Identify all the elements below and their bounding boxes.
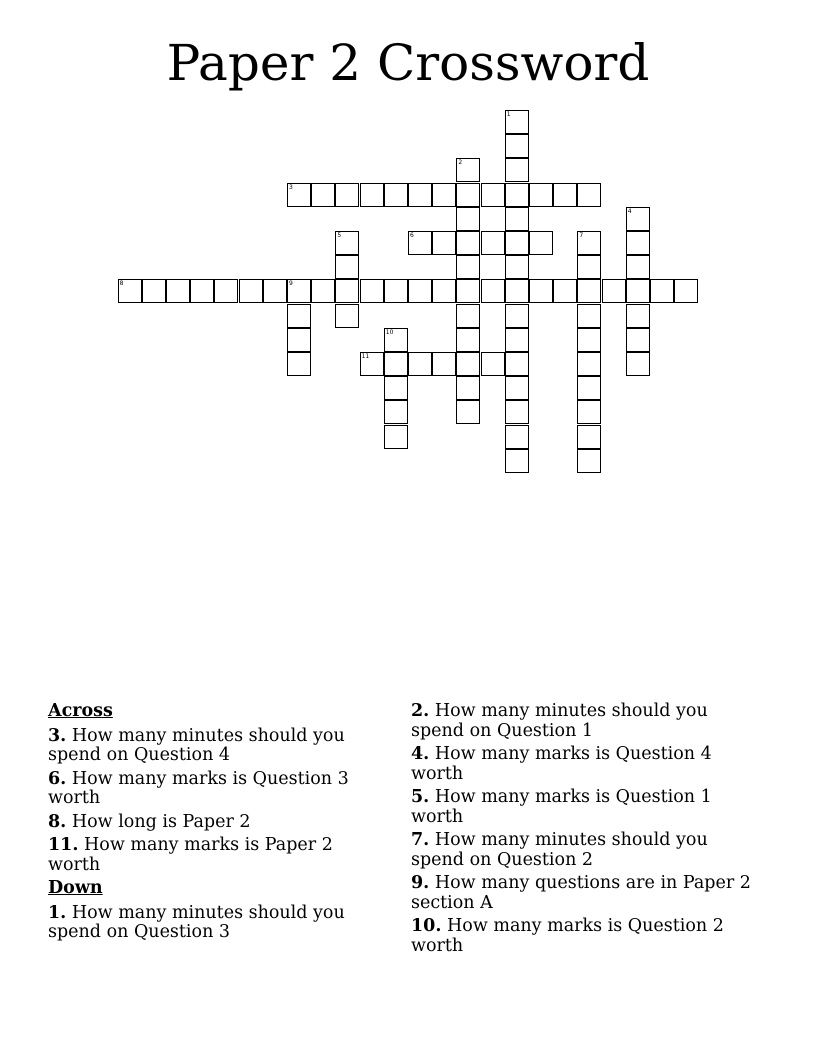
grid-cell[interactable] [577,425,601,449]
clue-number: 7. [411,830,430,850]
grid-cell[interactable] [432,352,456,376]
clue-text: How many minutes should you spend on Question 4 [48,725,345,765]
grid-cell[interactable] [335,255,359,279]
clue-number: 1. [48,902,67,923]
grid-cell[interactable] [505,255,529,279]
grid-cell[interactable] [553,183,577,207]
grid-cell[interactable] [577,449,601,473]
grid-cell[interactable] [456,158,480,182]
grid-cell[interactable] [311,183,335,207]
grid-cell[interactable] [553,279,577,303]
grid-cell[interactable] [456,183,480,207]
clue-number: 4. [411,744,430,764]
clue-number-label: 11 [361,353,370,360]
grid-cell[interactable] [384,376,408,400]
grid-cell[interactable] [505,425,529,449]
grid-cell[interactable] [577,255,601,279]
grid-cell[interactable] [577,304,601,328]
grid-cell[interactable] [456,304,480,328]
grid-cell[interactable] [505,183,529,207]
clue-number: 10. [411,916,442,936]
clue-text: How many marks is Paper 2 worth [48,835,333,875]
grid-cell[interactable] [335,231,359,255]
grid-cell[interactable] [626,352,650,376]
grid-cell[interactable] [360,183,384,207]
grid-cell[interactable] [481,183,505,207]
grid-cell[interactable] [626,279,650,303]
grid-cell[interactable] [577,279,601,303]
grid-cell[interactable] [626,304,650,328]
grid-cell[interactable] [456,400,480,424]
clue-across-8 [48,813,378,833]
grid-cell[interactable] [384,183,408,207]
grid-cell[interactable] [432,183,456,207]
clue-text: How many marks is Question 4 worth [411,744,712,784]
clue-number: 2. [411,701,430,721]
grid-cell[interactable] [118,279,142,303]
grid-cell[interactable] [287,352,311,376]
grid-cell[interactable] [360,279,384,303]
grid-cell[interactable] [214,279,238,303]
grid-cell[interactable] [505,400,529,424]
grid-cell[interactable] [529,231,553,255]
grid-cell[interactable] [529,279,553,303]
clue-text: How many marks is Question 2 worth [411,916,724,956]
grid-cell[interactable] [529,183,553,207]
grid-cell[interactable] [384,328,408,352]
grid-cell[interactable] [432,231,456,255]
clue-number-label: 1 [506,111,511,118]
clue-down-1 [48,904,378,943]
grid-cell[interactable] [505,134,529,158]
clue-number-label: 4 [627,207,632,215]
grid-cell[interactable] [311,279,335,303]
grid-cell[interactable] [287,328,311,352]
clue-number: 8. [48,811,67,832]
grid-cell[interactable] [166,279,190,303]
page-title: Paper 2 Crossword [166,34,650,92]
grid-cell[interactable] [456,279,480,303]
clue-number: 5. [411,787,430,807]
grid-cell[interactable] [408,279,432,303]
grid-cell[interactable] [577,400,601,424]
clue-down-7 [411,831,751,870]
grid-cell[interactable] [190,279,214,303]
clue-down-9 [411,874,751,913]
grid-cell[interactable] [505,376,529,400]
grid-cell[interactable] [287,279,311,303]
grid-cell[interactable] [360,352,384,376]
grid-cell[interactable] [384,400,408,424]
grid-cell[interactable] [674,279,698,303]
clue-down-10 [411,917,751,956]
clue-text: How many questions are in Paper 2 section A [411,873,751,913]
clue-number-label: 7 [579,232,584,239]
clue-text: How many minutes should you spend on Question 3 [48,902,345,942]
grid-cell[interactable] [432,279,456,303]
across-heading: Across [48,701,113,721]
grid-cell[interactable] [577,183,601,207]
grid-cell[interactable] [481,279,505,303]
clue-number: 11. [48,835,79,855]
clue-number-label: 2 [458,159,463,167]
clue-across-6 [48,770,378,809]
grid-cell[interactable] [505,158,529,182]
clue-number-label: 5 [337,232,342,239]
grid-cell[interactable] [505,304,529,328]
clue-number: 9. [411,873,430,893]
grid-cell[interactable] [505,328,529,352]
grid-cell[interactable] [481,352,505,376]
grid-cell[interactable] [335,183,359,207]
grid-cell[interactable] [456,328,480,352]
clue-number: 6. [48,768,67,789]
grid-cell[interactable] [456,352,480,376]
clue-text: How long is Paper 2 [71,811,251,832]
clue-number-label: 9 [289,280,293,288]
grid-cell[interactable] [335,279,359,303]
clue-across-3 [48,727,378,766]
grid-cell[interactable] [626,328,650,352]
clue-number-label: 6 [410,232,414,239]
clue-across-11 [48,836,378,875]
grid-cell[interactable] [505,207,529,231]
down-heading: Down [48,878,103,898]
grid-cell[interactable] [263,279,287,303]
grid-cell[interactable] [456,255,480,279]
grid-cell[interactable] [577,376,601,400]
clue-text: How many minutes should you spend on Question 2 [411,830,708,870]
grid-cell[interactable] [142,279,166,303]
grid-cell[interactable] [239,279,263,303]
clue-text: How many minutes should you spend on Question 1 [411,701,708,741]
grid-cell[interactable] [505,231,529,255]
clue-down-2 [411,702,751,741]
clues-left-column [48,702,378,947]
grid-cell[interactable] [456,231,480,255]
grid-cell[interactable] [481,231,505,255]
clue-number-label: 3 [289,183,293,191]
clue-number: 3. [48,725,67,746]
grid-cell[interactable] [287,183,311,207]
grid-cell[interactable] [577,328,601,352]
grid-cell[interactable] [505,279,529,303]
grid-cell[interactable] [577,231,601,255]
grid-cell[interactable] [384,279,408,303]
grid-cell[interactable] [384,425,408,449]
clue-number-label: 10 [385,328,394,336]
grid-cell[interactable] [505,449,529,473]
grid-cell[interactable] [408,352,432,376]
grid-cell[interactable] [408,231,432,255]
grid-cell[interactable] [456,376,480,400]
clue-text: How many marks is Question 3 worth [48,768,349,808]
grid-cell[interactable] [505,110,529,134]
clues-right-column [411,702,751,960]
grid-cell[interactable] [626,231,650,255]
grid-cell[interactable] [335,304,359,328]
grid-cell[interactable] [408,183,432,207]
grid-cell[interactable] [505,352,529,376]
grid-cell[interactable] [602,279,626,303]
grid-cell[interactable] [456,207,480,231]
grid-cell[interactable] [650,279,674,303]
clue-number-label: 8 [119,280,124,288]
grid-cell[interactable] [287,304,311,328]
clue-text: How many marks is Question 1 worth [411,787,712,827]
clue-down-4 [411,745,751,784]
grid-cell[interactable] [384,352,408,376]
grid-cell[interactable] [626,207,650,231]
grid-cell[interactable] [577,352,601,376]
grid-cell[interactable] [626,255,650,279]
clue-down-5 [411,788,751,827]
